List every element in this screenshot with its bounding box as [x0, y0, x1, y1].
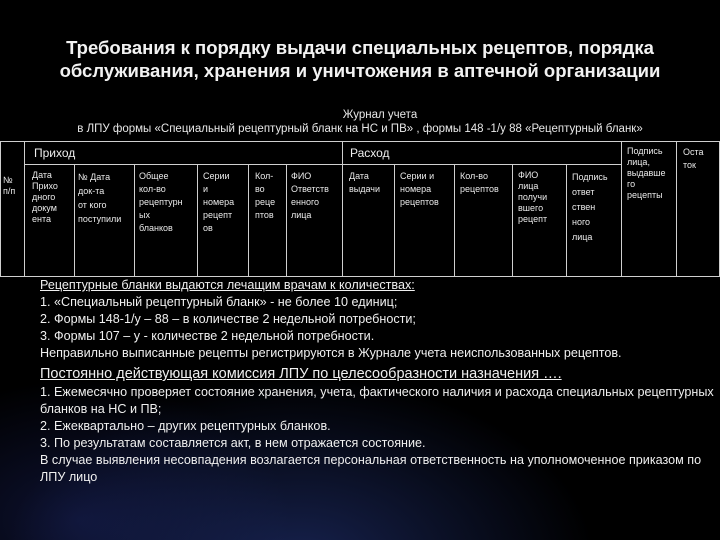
col-border — [248, 164, 249, 276]
rule-item-2: 2. Формы 148-1/у – 88 – в количестве 2 недельной потребности; — [40, 312, 416, 326]
journal-title — [0, 108, 720, 136]
col-header-count: Кол- во реце птов — [255, 171, 276, 220]
col-border — [512, 164, 513, 276]
journal-title-line-2: в ЛПУ формы «Специальный рецептурный бланк на НС и ПВ» , формы 148 -1/у 88 «Рецептурный бланк» — [77, 123, 643, 135]
col-header-issue-count: Кол-во рецептов — [460, 171, 499, 194]
commission-heading: Постоянно действующая комиссия ЛПУ по целесообразности назначения …. — [40, 366, 562, 382]
col-border — [74, 164, 75, 276]
col-header-receiver: ФИО лица получи вшего рецепт — [518, 170, 548, 224]
col-border — [286, 164, 287, 276]
col-border — [134, 164, 135, 276]
col-header-doc: № Дата док-та от кого поступили — [78, 172, 122, 224]
rule-unused: Неправильно выписанные рецепты регистрируются в Журнале учета неиспользованных рецептов. — [40, 346, 622, 360]
col-header-total: Общее кол-во рецептурн ых бланков — [139, 171, 183, 233]
group-header-prihod: Приход — [34, 146, 76, 160]
page-title — [20, 36, 700, 82]
commission-item-1: 1. Ежемесячно проверяет состояние хранения, учета, фактического наличия и расхода специальных рецептурных бланков на НС и ПВ; — [40, 385, 714, 416]
col-border — [676, 142, 677, 276]
journal-title-line-1: Журнал учета — [342, 109, 418, 121]
col-header-num: № п/п — [3, 175, 16, 196]
col-header-series: Серии и номера рецепт ов — [203, 171, 235, 233]
col-header-issue-date: Дата выдачи — [349, 171, 381, 194]
journal-table — [0, 141, 720, 277]
col-header-resp-sign: Подпись ответ ствен ного лица — [572, 172, 608, 242]
rule-item-1: 1. «Специальный рецептурный бланк» - не более 10 единиц; — [40, 295, 398, 309]
header-divider — [24, 164, 621, 165]
col-border — [394, 164, 395, 276]
rule-intro: Рецептурные бланки выдаются лечащим врачам к количествах: — [40, 278, 415, 292]
col-header-balance: Оста ток — [683, 147, 704, 170]
commission-item-2: 2. Ежеквартально – других рецептурных бланков. — [40, 419, 331, 433]
col-header-responsible: ФИО Ответств енного лица — [291, 171, 329, 220]
col-border — [621, 142, 622, 276]
group-header-rashod: Расход — [350, 146, 390, 160]
commission-item-3: 3. По результатам составляется акт, в нем отражается состояние. — [40, 436, 426, 450]
col-header-prihod-date: Дата Прихо дного докум ента — [32, 170, 58, 224]
title-line-1: Требования к порядку выдачи специальных рецептов, порядка — [66, 37, 654, 58]
col-border — [566, 164, 567, 276]
col-header-issue-series: Серии и номера рецептов — [400, 171, 439, 207]
rule-item-3: 3. Формы 107 – у - количестве 2 недельной потребности. — [40, 329, 375, 343]
title-line-2: обслуживания, хранения и уничтожения в аптечной организации — [59, 60, 661, 81]
rules-text — [40, 277, 716, 486]
col-header-issuer-sign: Подпись лица, выдавше го рецепты — [627, 146, 666, 200]
col-border — [342, 142, 343, 276]
col-border — [24, 142, 25, 276]
col-border — [0, 142, 1, 276]
col-border — [454, 164, 455, 276]
commission-note: В случае выявления несовпадения возлагается персональная ответственность на уполномоченное приказом по ЛПУ лицо — [40, 453, 702, 484]
col-border — [197, 164, 198, 276]
